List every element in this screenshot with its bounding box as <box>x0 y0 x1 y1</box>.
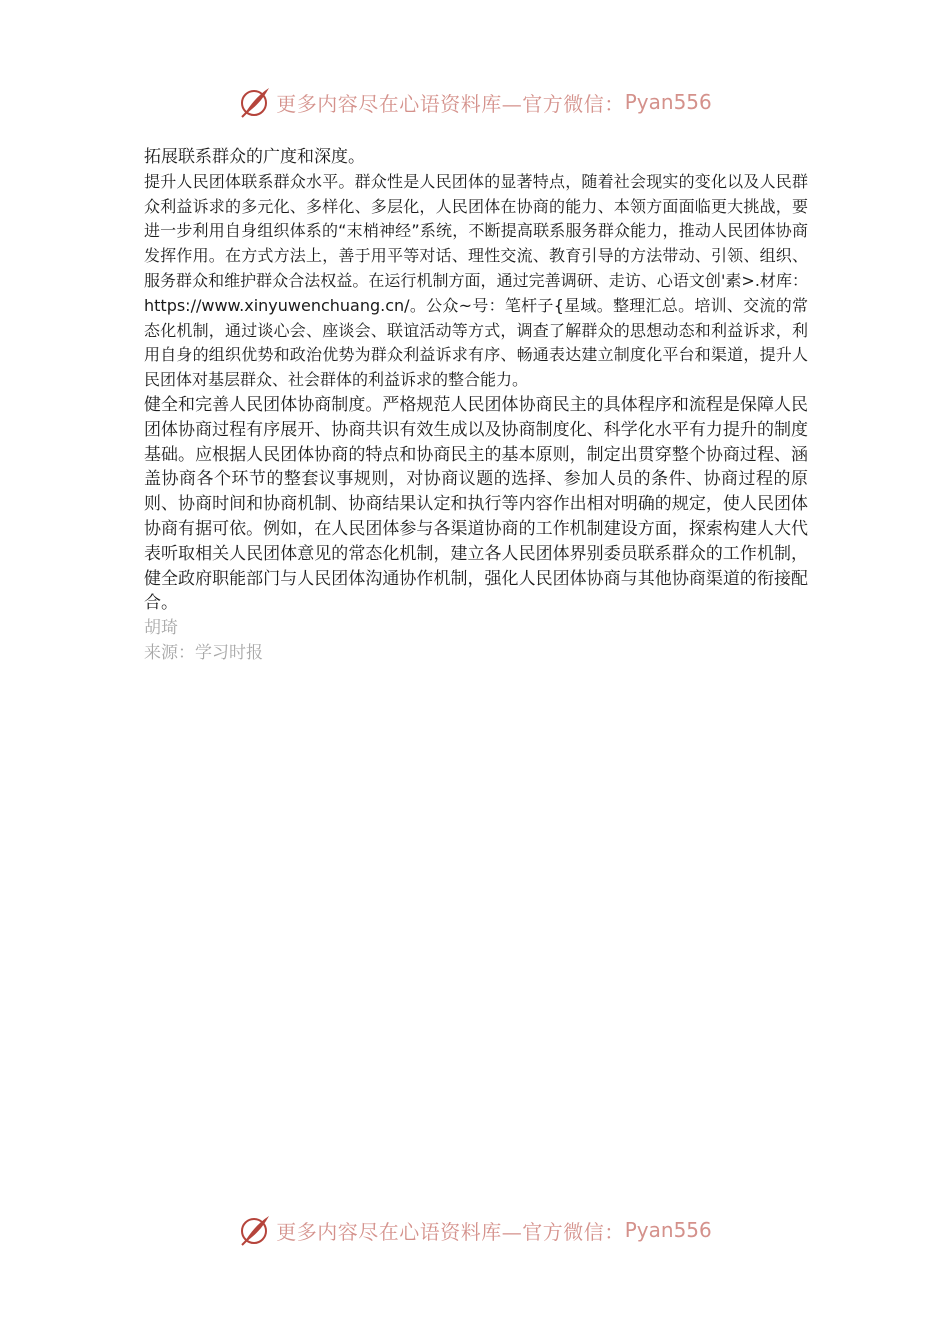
article-body <box>144 145 808 666</box>
banner-text: 更多内容尽在心语资料库—官方微信： <box>276 1219 625 1244</box>
author: 胡琦 <box>144 618 178 639</box>
quill-pen-circle-icon <box>238 1213 272 1247</box>
source: 来源：学习时报 <box>144 642 263 663</box>
banner-wechat-id: Pyan556 <box>624 90 712 114</box>
banner-wechat-id: Pyan556 <box>624 1218 712 1242</box>
quill-pen-circle-icon <box>238 85 272 119</box>
header-banner <box>0 82 950 122</box>
banner-text: 更多内容尽在心语资料库—官方微信： <box>276 91 625 116</box>
paragraph-2: 提升人民团体联系群众水平。群众性是人民团体的显著特点，随着社会现实的变化以及人民群众利益诉求的多元化、多样化、多层化，人民团体在协商的能力、本领方面面临更大挑战，要进一步利用自身组织体系的“末梢神经”系统，不断提高联系服务群众能力，推动人民团体协商发挥作用。在方式方法上，善于用平等对话、理性交流、教育引导的方法带动、引领、组织、服务群众和维护群众合法权益。在运行机制方面，通过完善调研、走访、心语文创'素>.材库：https://www.xinyuwenchuang.cn/。公众~号：笔杆子{星域。整理汇总。培训、交流的常态化机制，通过谈心会、座谈会、联谊活动等方式，调查了解群众的思想动态和利益诉求，利用自身的组织优势和政治优势为群众利益诉求有序、畅通表达建立制度化平台和渠道，提升人民团体对基层群众、社会群体的利益诉求的整合能力。 <box>144 171 808 390</box>
paragraph-1: 拓展联系群众的广度和深度。 <box>144 147 365 167</box>
paragraph-3: 健全和完善人民团体协商制度。严格规范人民团体协商民主的具体程序和流程是保障人民团体协商过程有序展开、协商共识有效生成以及协商制度化、科学化水平有力提升的制度基础。应根据人民团体协商的特点和协商民主的基本原则，制定出贯穿整个协商过程、涵盖协商各个环节的整套议事规则，对协商议题的选择、参加人员的条件、协商过程的原则、协商时间和协商机制、协商结果认定和执行等内容作出相对明确的规定，使人民团体协商有据可依。例如，在人民团体参与各渠道协商的工作机制建设方面，探索构建人大代表听取相关人民团体意见的常态化机制，建立各人民团体界别委员联系群众的工作机制，健全政府职能部门与人民团体沟通协作机制，强化人民团体协商与其他协商渠道的衔接配合。 <box>144 394 808 614</box>
footer-banner <box>0 1210 950 1250</box>
